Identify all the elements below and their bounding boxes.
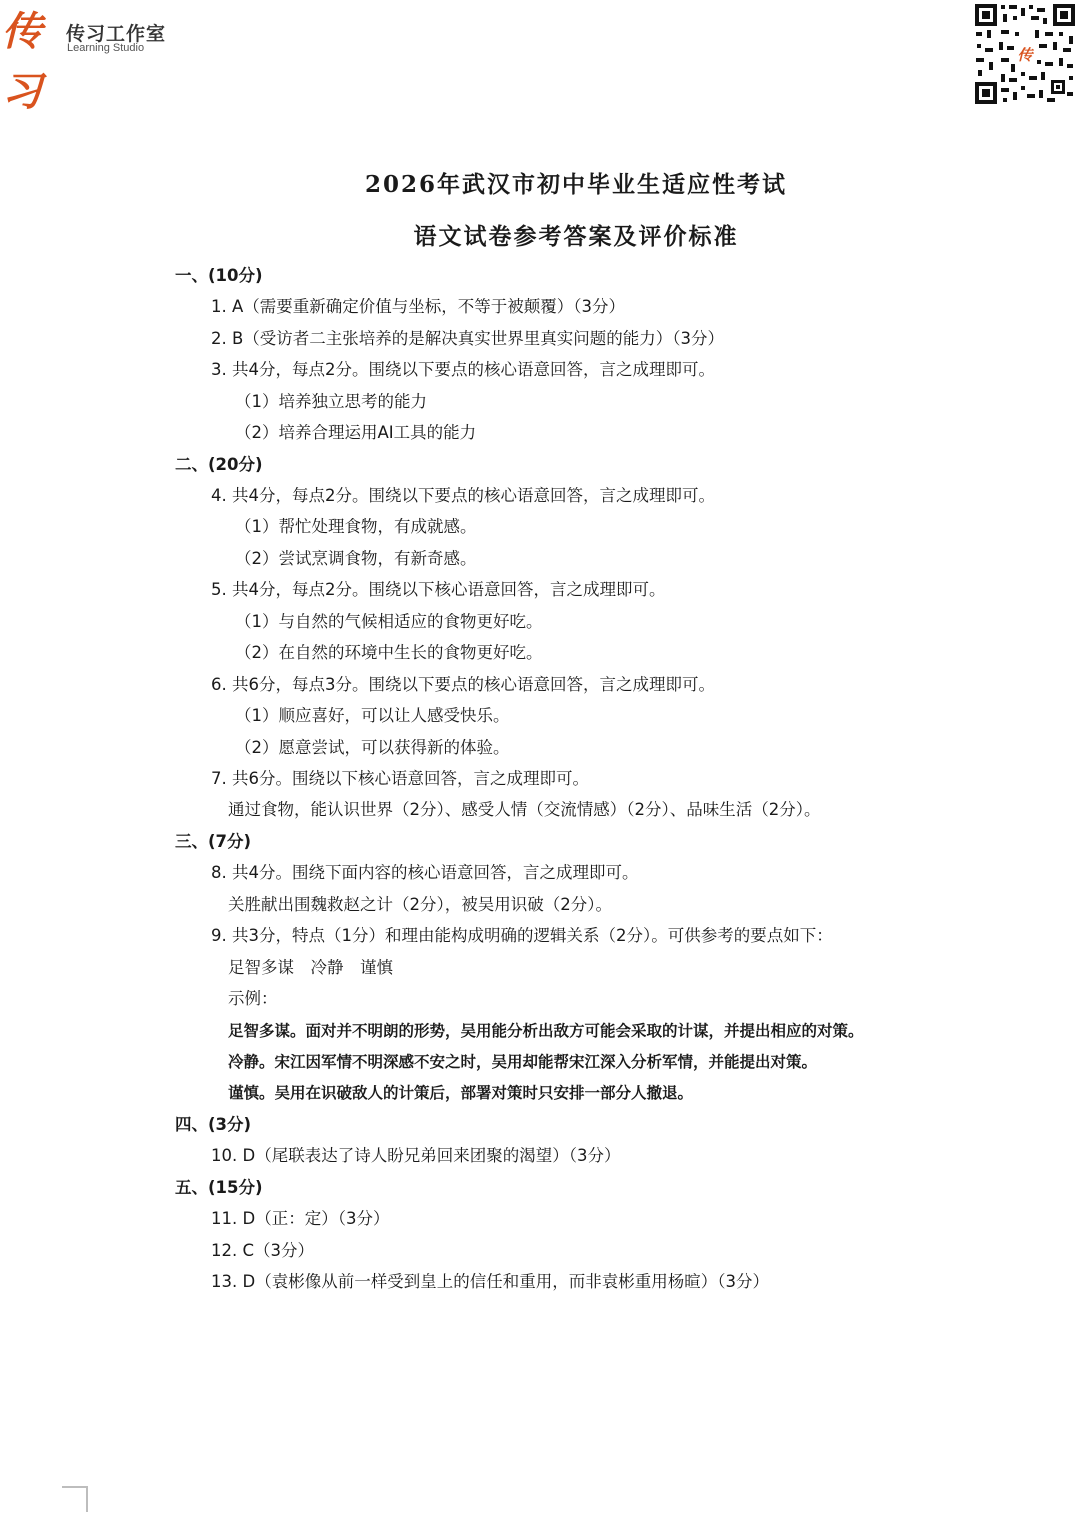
page-corner-mark	[62, 1486, 88, 1512]
section-5-heading: 五、(15分)	[175, 1178, 263, 1197]
answer-7: 7. 共6分。围绕以下核心语意回答，言之成理即可。	[211, 769, 589, 788]
answer-4-point-2: （2）尝试烹调食物，有新奇感。	[235, 549, 477, 568]
answer-3: 3. 共4分，每点2分。围绕以下要点的核心语意回答，言之成理即可。	[211, 360, 715, 379]
logo-english: Learning Studio	[67, 42, 145, 54]
answer-9-example-3: 谨慎。吴用在识破敌人的计策后，部署对策时只安排一部分人撤退。	[228, 1083, 694, 1102]
answer-7-detail: 通过食物，能认识世界（2分）、感受人情（交流情感）（2分）、品味生活（2分）。	[228, 800, 821, 819]
answer-8-detail: 关胜献出围魏救赵之计（2分），被吴用识破（2分）。	[228, 895, 612, 914]
answer-9-example-1: 足智多谋。面对并不明朗的形势，吴用能分析出敌方可能会采取的计谋，并提出相应的对策。	[228, 1021, 864, 1040]
studio-logo	[2, 2, 172, 115]
logo-name: 传习工作室	[66, 23, 167, 45]
answer-9: 9. 共3分，特点（1分）和理由能构成明确的逻辑关系（2分）。可供参考的要点如下：	[211, 926, 833, 945]
answer-6: 6. 共6分，每点3分。围绕以下要点的核心语意回答，言之成理即可。	[211, 675, 715, 694]
exam-title: 2026年武汉市初中毕业生适应性考试	[364, 171, 787, 198]
answer-5-point-1: （1）与自然的气候相适应的食物更好吃。	[235, 612, 543, 631]
section-2-heading: 二、(20分)	[175, 455, 263, 474]
svg-text:传: 传	[1017, 46, 1033, 64]
answer-1: 1. A（需要重新确定价值与坐标，不等于被颠覆）（3分）	[211, 297, 626, 316]
answer-6-point-1: （1）顺应喜好，可以让人感受快乐。	[235, 706, 510, 725]
answer-3-point-2: （2）培养合理运用AI工具的能力	[235, 423, 477, 442]
answer-13: 13. D（袁彬像从前一样受到皇上的信任和重用，而非袁彬重用杨暄）（3分）	[211, 1272, 769, 1291]
qr-code-icon	[973, 2, 1077, 106]
logo-mark: 传习	[2, 8, 36, 115]
answer-2: 2. B（受访者二主张培养的是解决真实世界里真实问题的能力）（3分）	[211, 329, 725, 348]
exam-subtitle: 语文试卷参考答案及评价标准	[413, 223, 739, 250]
answer-8: 8. 共4分。围绕下面内容的核心语意回答，言之成理即可。	[211, 863, 639, 882]
answer-3-point-1: （1）培养独立思考的能力	[235, 392, 427, 411]
section-4-heading: 四、(3分)	[175, 1115, 252, 1134]
answer-5: 5. 共4分，每点2分。围绕以下核心语意回答，言之成理即可。	[211, 580, 666, 599]
answer-11: 11. D（正：定）（3分）	[211, 1209, 390, 1228]
answer-4-point-1: （1）帮忙处理食物，有成就感。	[235, 517, 477, 536]
section-3-heading: 三、(7分)	[175, 832, 252, 851]
answer-5-point-2: （2）在自然的环境中生长的食物更好吃。	[235, 643, 543, 662]
answer-6-point-2: （2）愿意尝试，可以获得新的体验。	[235, 738, 510, 757]
answer-10: 10. D（尾联表达了诗人盼兄弟回来团聚的渴望）（3分）	[211, 1146, 621, 1165]
answer-9-example-2: 冷静。宋江因军情不明深感不安之时，吴用却能帮宋江深入分析军情，并能提出对策。	[228, 1052, 818, 1071]
answer-9-example-label: 示例：	[228, 989, 278, 1008]
answer-4: 4. 共4分，每点2分。围绕以下要点的核心语意回答，言之成理即可。	[211, 486, 715, 505]
answer-12: 12. C（3分）	[211, 1241, 315, 1260]
answer-9-traits: 足智多谋 冷静 谨慎	[228, 958, 393, 977]
section-1-heading: 一、(10分)	[175, 266, 263, 285]
